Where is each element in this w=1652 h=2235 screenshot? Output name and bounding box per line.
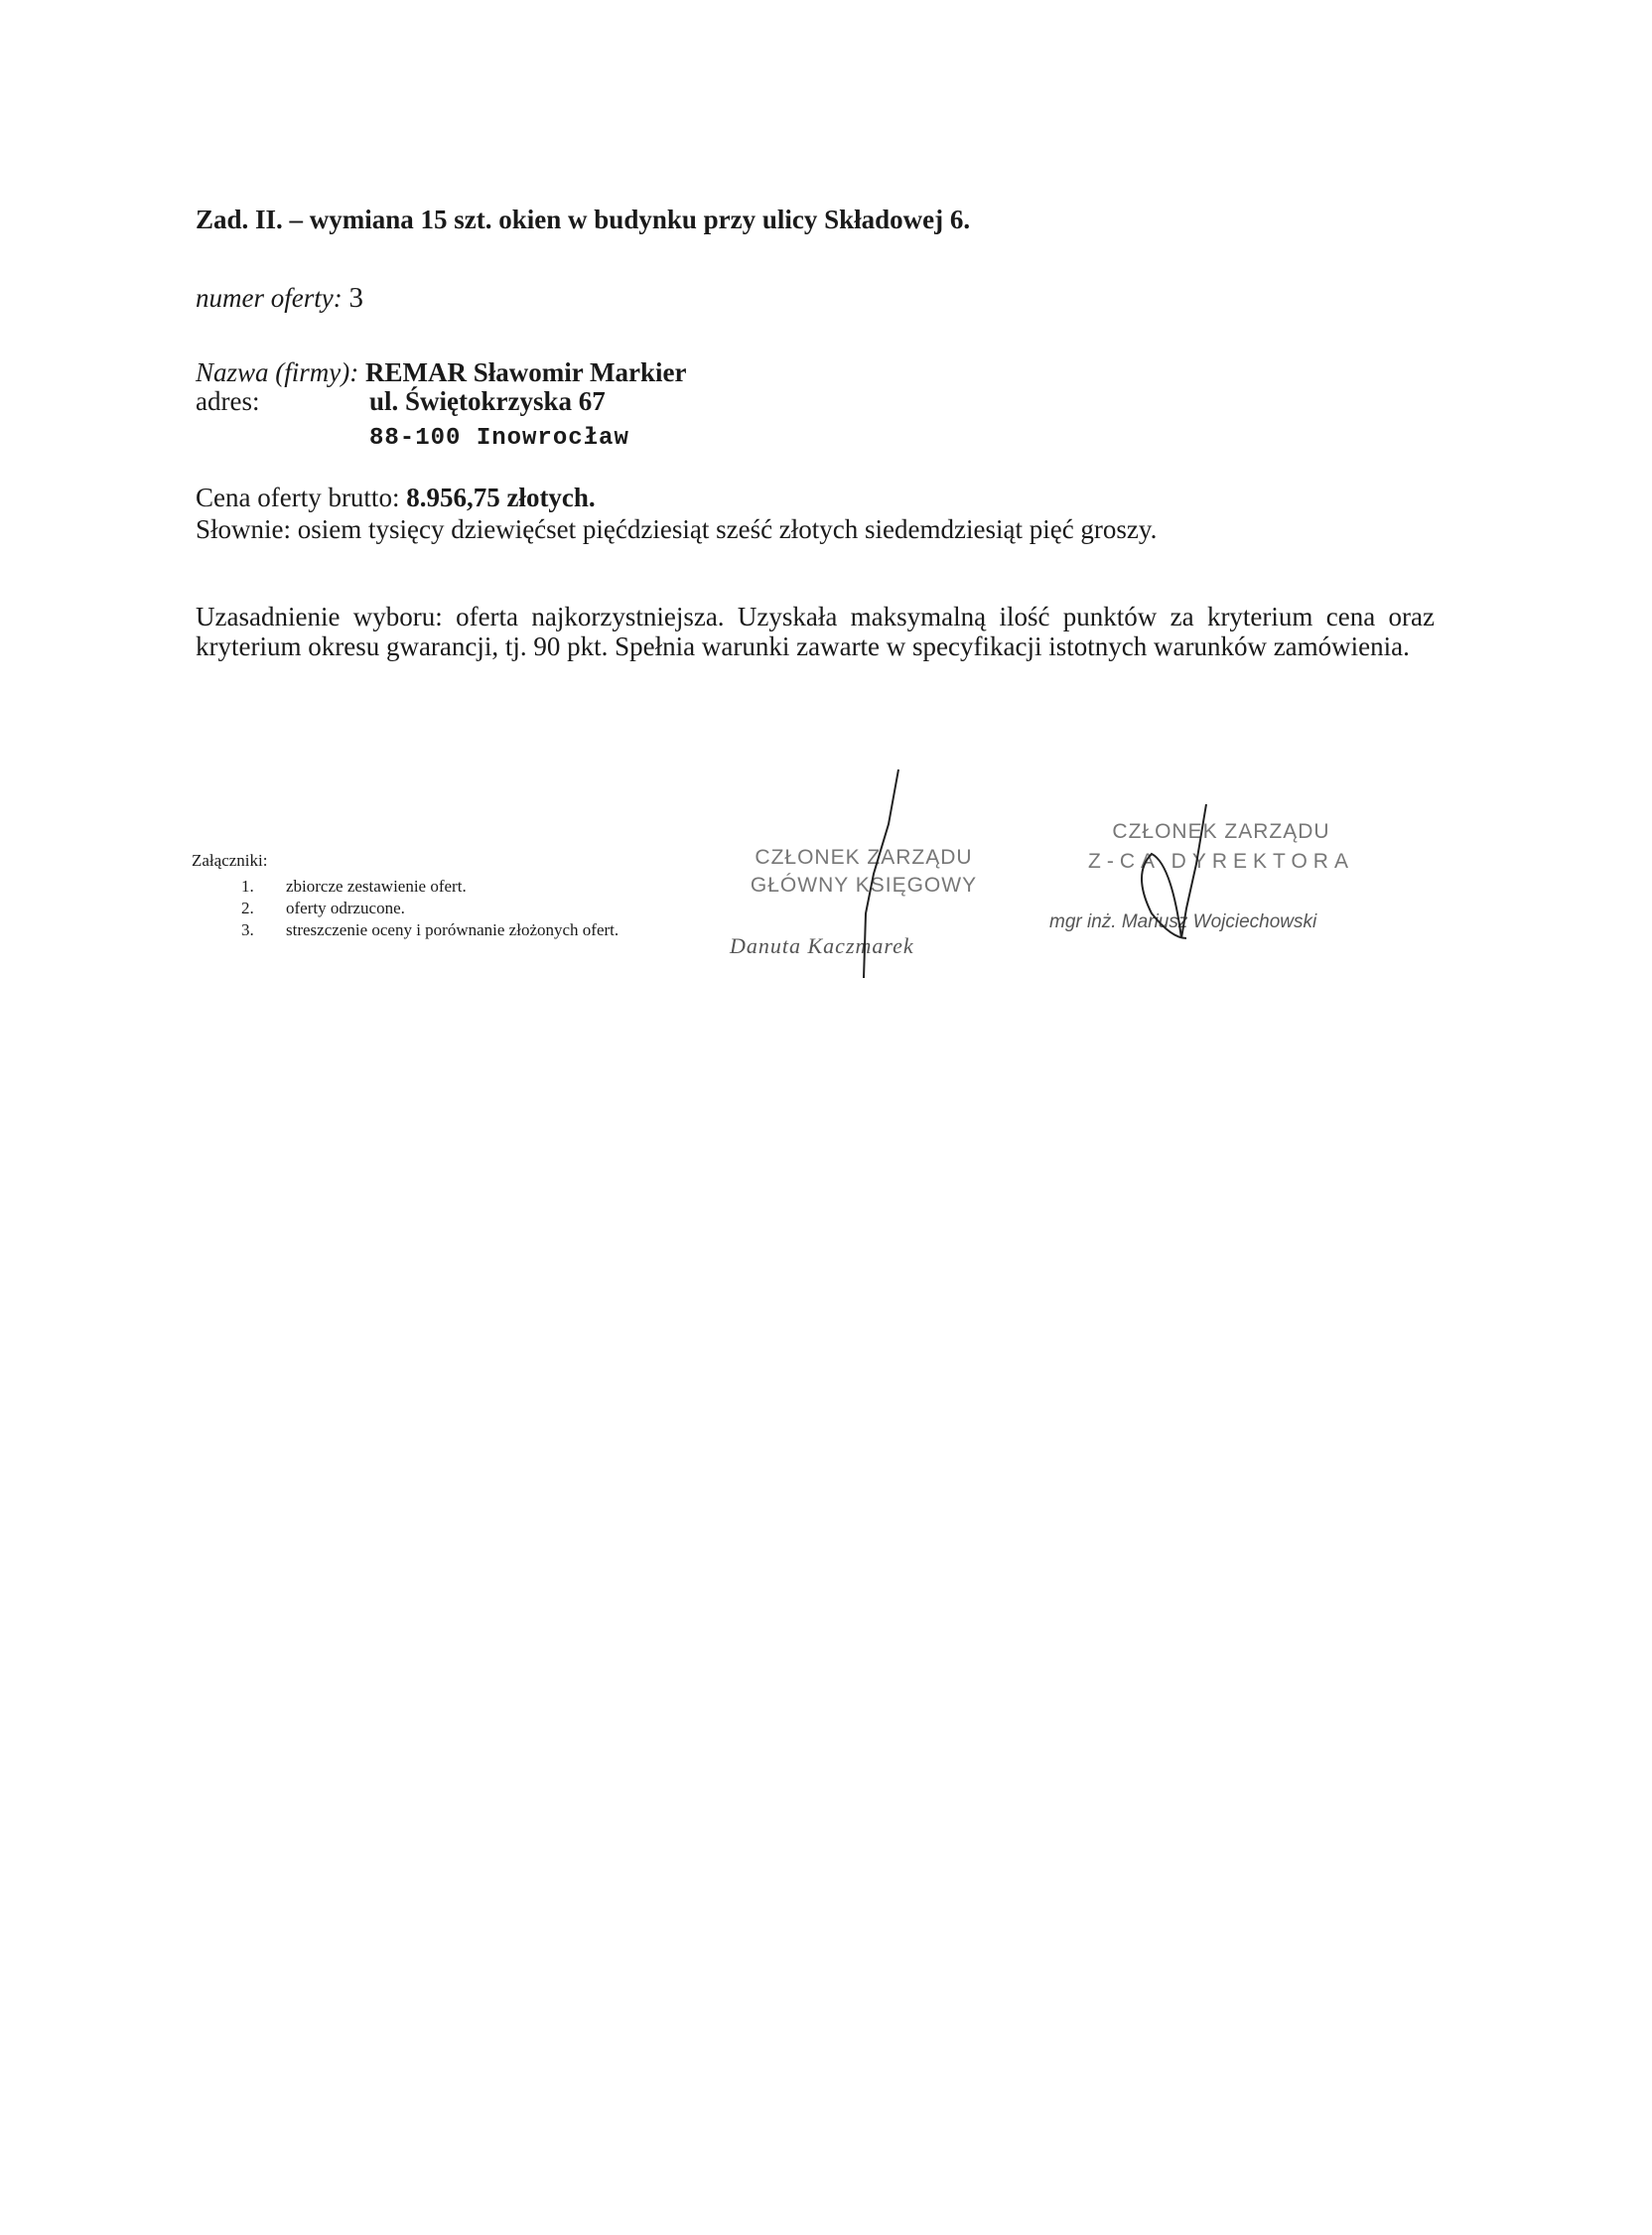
stamp2-name: mgr inż. Mariusz Wojciechowski [1049,911,1317,932]
company-label: Nazwa (firmy): [196,357,359,387]
justification: Uzasadnienie wyboru: oferta najkorzystniejsza. Uzyskała maksymalną ilość punktów za kryterium cena oraz kryterium okresu gwarancji, tj. 90 pkt. Spełnia warunki zawarte w specyfikacji istotnych warunków zamówienia. [196,602,1435,661]
signatures [0,0,1652,1092]
company-name: REMAR Sławomir Markier [365,357,687,387]
stamp2-line2: Z-CA DYREKTORA [1088,850,1354,873]
stamp1-line1: CZŁONEK ZARZĄDU [755,846,973,869]
attachment-num: 3. [241,920,254,939]
attachment-text: zbiorcze zestawienie ofert. [286,877,467,896]
document-title: Zad. II. – wymiana 15 szt. okien w budynku przy ulicy Składowej 6. [196,205,971,234]
attachment-num: 2. [241,899,254,917]
address-street: ul. Świętokrzyska 67 [369,386,606,416]
signature-1 [864,769,898,978]
attachment-num: 1. [241,877,254,896]
attachment-text: oferty odrzucone. [286,899,405,917]
attachment-text: streszczenie oceny i porównanie złożonych ofert. [286,920,620,939]
address-city: 88-100 Inowrocław [369,425,629,452]
offer-number-label: numer oferty: [196,283,343,313]
price-label: Cena oferty brutto: [196,483,400,512]
signature-2 [1142,804,1206,938]
stamp2-line1: CZŁONEK ZARZĄDU [1112,820,1330,843]
stamp1-name: Danuta Kaczmarek [730,933,914,958]
address-label: adres: [196,386,260,416]
offer-number-value: 3 [348,282,363,314]
stamp1-line2: GŁÓWNY KSIĘGOWY [750,874,978,897]
price-value: 8.956,75 złotych. [406,483,596,512]
attachments-label: Załączniki: [192,851,268,870]
price-in-words: Słownie: osiem tysięcy dziewięćset pięćdziesiąt sześć złotych siedemdziesiąt pięć groszy. [196,514,1158,544]
